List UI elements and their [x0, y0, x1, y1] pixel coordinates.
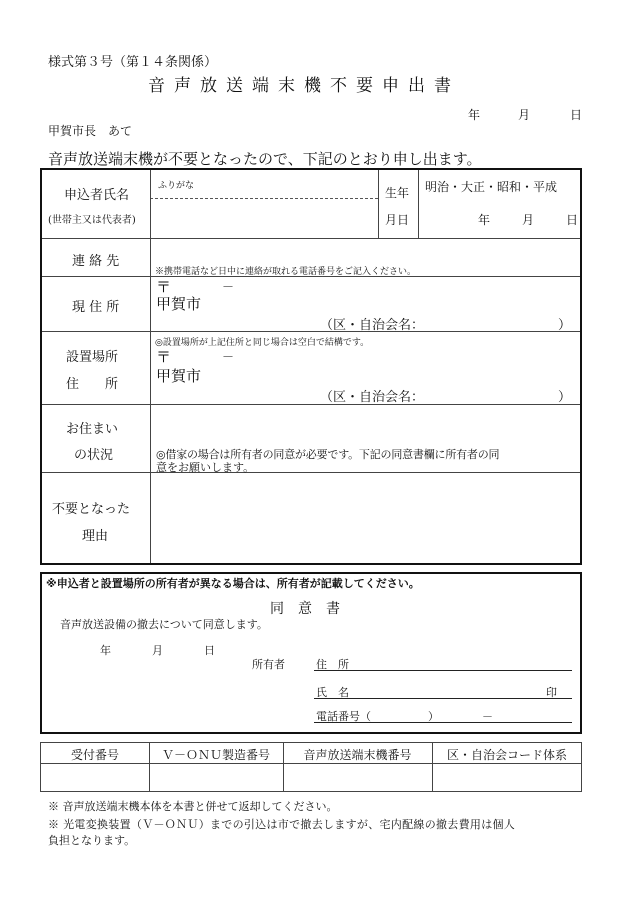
col-divider — [378, 170, 379, 238]
consent-notice: ※申込者と設置場所の所有者が異なる場合は、所有者が記載してください。 — [46, 577, 420, 590]
birth-year: 年 — [478, 213, 491, 227]
col-divider — [150, 170, 151, 563]
install-address-field[interactable] — [242, 366, 572, 384]
statement: 音声放送端末機が不要となったので、下記のとおり申し出ます。 — [48, 150, 482, 168]
office-col-reception: 受付番号 — [70, 748, 119, 762]
install-city: 甲賀市 — [156, 367, 202, 385]
owner-phone-close: ） — [428, 710, 439, 723]
footer-note-2b: 負担となります。 — [48, 834, 136, 847]
consent-statement: 音声放送設備の撤去について同意します。 — [60, 618, 268, 631]
residence-label-2: の状況 — [74, 448, 114, 463]
address-field[interactable] — [242, 294, 572, 312]
col-divider — [418, 170, 419, 238]
address-label: 現 住 所 — [72, 300, 120, 315]
consent-title: 同 意 書 — [270, 601, 340, 617]
residence-field[interactable] — [154, 408, 574, 442]
consent-month: 月 — [152, 644, 163, 657]
furigana-label: ふりがな — [158, 181, 195, 191]
office-col-onu: Ｖ－ＯＮＵ製造番号 — [161, 748, 270, 762]
date-month: 月 — [518, 108, 531, 122]
consent-box — [40, 572, 582, 734]
owner-name-line[interactable] — [314, 698, 572, 699]
office-col-terminal: 音声放送端末機番号 — [303, 748, 412, 762]
row-divider — [42, 404, 580, 405]
postal-mark: 〒 — [156, 278, 172, 296]
address-district-label: （区・自治会名： — [320, 318, 425, 333]
install-postal-mark: 〒 — [156, 348, 172, 366]
owner-label: 所有者 — [252, 658, 285, 671]
install-label-1: 設置場所 — [66, 350, 119, 365]
address-district-close: ） — [558, 318, 572, 333]
household-note: (世帯主又は代表者) — [48, 215, 136, 226]
row-divider — [42, 472, 580, 473]
owner-phone-line[interactable] — [314, 722, 572, 723]
office-table — [40, 742, 582, 792]
postal-dash: － — [222, 280, 235, 294]
date-year: 年 — [468, 108, 481, 122]
birth-month: 月 — [522, 213, 535, 227]
birth-label-2: 月日 — [385, 213, 410, 227]
birth-label-1: 生年 — [385, 186, 410, 200]
applicant-table — [40, 168, 582, 565]
owner-phone-label: 電話番号（ — [316, 710, 371, 723]
addressee: 甲賀市長 あて — [48, 124, 133, 138]
residence-note-1: ◎借家の場合は所有者の同意が必要です。下記の同意書欄に所有者の同 — [156, 448, 500, 461]
owner-phone-dash: － — [482, 710, 493, 723]
footer-note-2a: ※ 光電変換装置（Ｖ－ＯＮＵ）までの引込は市で撤去しますが、宅内配線の撤去費用は個人 — [48, 818, 516, 831]
footer-note-1: ※ 音声放送端末機本体を本書と併せて返却してください。 — [48, 800, 338, 813]
reason-field[interactable] — [154, 476, 574, 558]
address-city: 甲賀市 — [156, 295, 202, 313]
applicant-name-field[interactable] — [154, 201, 374, 235]
reason-label-1: 不要となった — [52, 502, 131, 517]
owner-address-line[interactable] — [314, 670, 572, 671]
install-note: ◎設置場所が上記住所と同じ場合は空白で結構です。 — [155, 338, 370, 348]
seal-mark: 印 — [546, 686, 557, 699]
era-options[interactable]: 明治・大正・昭和・平成 — [425, 180, 558, 194]
consent-day: 日 — [204, 644, 215, 657]
contact-note: ※携帯電話など日中に連絡が取れる電話番号をご記入ください。 — [155, 267, 417, 277]
form-number: 様式第３号（第１４条関係） — [48, 55, 218, 70]
owner-name-label: 氏 名 — [316, 686, 349, 699]
contact-label: 連 絡 先 — [72, 254, 120, 269]
owner-address-label: 住 所 — [316, 658, 349, 671]
applicant-name-label: 申込者氏名 — [64, 188, 130, 203]
birth-day: 日 — [566, 213, 579, 227]
date-day: 日 — [570, 108, 583, 122]
office-col-code: 区・自治会コード体系 — [446, 748, 567, 762]
row-divider — [42, 331, 580, 332]
install-label-2: 住 所 — [66, 377, 119, 392]
install-district-close: ） — [558, 390, 572, 405]
contact-field[interactable] — [154, 241, 574, 261]
reason-label-2: 理由 — [82, 529, 109, 544]
row-divider — [42, 238, 580, 239]
office-row-divider — [41, 763, 581, 764]
row-divider — [150, 198, 378, 199]
residence-label-1: お住まい — [66, 422, 119, 437]
page-title: 音声放送端末機不要申出書 — [148, 76, 460, 96]
install-district-label: （区・自治会名： — [320, 390, 425, 405]
residence-note-2: 意をお願いします。 — [156, 461, 255, 474]
install-postal-dash: － — [222, 350, 235, 364]
consent-year: 年 — [100, 644, 111, 657]
